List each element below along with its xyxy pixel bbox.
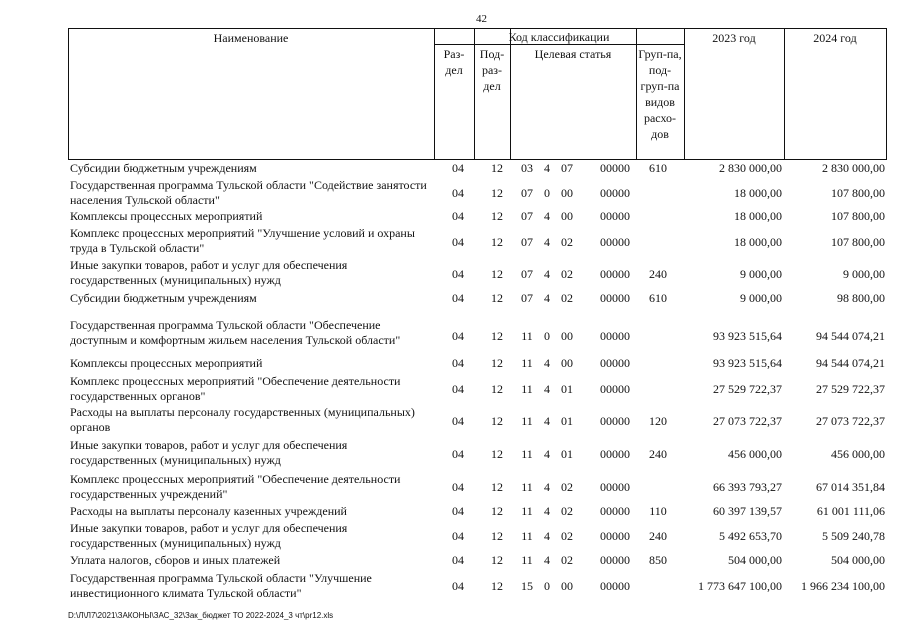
value-2024-cell: 98 800,00: [837, 291, 885, 305]
celevaya-1-cell: 11: [521, 414, 533, 428]
value-2024-cell: 456 000,00: [831, 447, 885, 461]
podrazdel-cell: 12: [491, 329, 503, 343]
table-row: [68, 553, 887, 569]
table-row: [68, 226, 887, 257]
celevaya-3-cell: 02: [561, 529, 573, 543]
celevaya-2-cell: 4: [544, 480, 550, 494]
podrazdel-cell: 12: [491, 356, 503, 370]
page-number: 42: [476, 13, 487, 25]
row-name: Расходы на выплаты персоналу казенных учреждений: [70, 504, 347, 518]
value-2024-cell: 9 000,00: [843, 267, 885, 281]
budget-table: [68, 28, 887, 600]
podrazdel-cell: 12: [491, 382, 503, 396]
celevaya-3-cell: 02: [561, 504, 573, 518]
podrazdel-cell: 12: [491, 291, 503, 305]
table-row: [68, 504, 887, 520]
celevaya-1-cell: 07: [521, 267, 533, 281]
value-2024-cell: 27 529 722,37: [816, 382, 885, 396]
celevaya-4-cell: 00000: [600, 382, 630, 396]
celevaya-4-cell: 00000: [600, 186, 630, 200]
celevaya-2-cell: 4: [544, 291, 550, 305]
row-name: Иные закупки товаров, работ и услуг для обеспечения государственных (муниципальных) нужд: [70, 258, 348, 287]
razdel-cell: 04: [452, 553, 464, 567]
value-2024-cell: 2 830 000,00: [822, 161, 885, 175]
row-name: Субсидии бюджетным учреждениям: [70, 291, 257, 305]
vid-cell: 240: [649, 447, 667, 461]
value-2023-cell: 18 000,00: [734, 209, 782, 223]
vid-cell: 610: [649, 291, 667, 305]
row-name: Уплата налогов, сборов и иных платежей: [70, 553, 281, 567]
table-row: [68, 521, 887, 551]
celevaya-3-cell: 00: [561, 579, 573, 593]
row-name: Государственная программа Тульской области "Обеспечение доступным и комфортным жильем населения Тульской области": [70, 318, 401, 347]
celevaya-4-cell: 00000: [600, 356, 630, 370]
razdel-cell: 04: [452, 235, 464, 249]
razdel-cell: 04: [452, 161, 464, 175]
razdel-cell: 04: [452, 267, 464, 281]
celevaya-2-cell: 4: [544, 356, 550, 370]
celevaya-1-cell: 07: [521, 209, 533, 223]
celevaya-3-cell: 02: [561, 235, 573, 249]
file-path-footer: D:\Л\Л7\2021\ЗАКОНЫ\ЗАС_32\Зак_бюджет ТО 2022-2024_3 чт\pr12.xls: [68, 611, 334, 620]
value-2023-cell: 27 073 722,37: [713, 414, 782, 428]
value-2023-cell: 2 830 000,00: [719, 161, 782, 175]
celevaya-1-cell: 07: [521, 235, 533, 249]
celevaya-1-cell: 11: [521, 382, 533, 396]
table-row: [68, 472, 887, 502]
celevaya-2-cell: 0: [544, 329, 550, 343]
razdel-cell: 04: [452, 382, 464, 396]
value-2024-cell: 107 800,00: [831, 209, 885, 223]
header-razdel: Раз-дел: [443, 47, 465, 77]
value-2024-cell: 107 800,00: [831, 186, 885, 200]
row-name: Иные закупки товаров, работ и услуг для обеспечения государственных (муниципальных) нужд: [70, 438, 348, 467]
podrazdel-cell: 12: [491, 529, 503, 543]
vid-cell: 610: [649, 161, 667, 175]
celevaya-2-cell: 4: [544, 504, 550, 518]
celevaya-3-cell: 02: [561, 553, 573, 567]
value-2023-cell: 60 397 139,57: [713, 504, 782, 518]
celevaya-2-cell: 4: [544, 209, 550, 223]
celevaya-4-cell: 00000: [600, 414, 630, 428]
celevaya-2-cell: 4: [544, 382, 550, 396]
celevaya-4-cell: 00000: [600, 447, 630, 461]
header-vid: Груп-па, под-груп-па видов расхо-дов: [638, 47, 682, 141]
podrazdel-cell: 12: [491, 235, 503, 249]
celevaya-1-cell: 07: [521, 186, 533, 200]
vid-cell: 120: [649, 414, 667, 428]
celevaya-1-cell: 07: [521, 291, 533, 305]
razdel-cell: 04: [452, 414, 464, 428]
header-name: Наименование: [213, 31, 289, 45]
celevaya-4-cell: 00000: [600, 291, 630, 305]
podrazdel-cell: 12: [491, 447, 503, 461]
table-row: [68, 258, 887, 290]
podrazdel-cell: 12: [491, 579, 503, 593]
celevaya-1-cell: 03: [521, 161, 533, 175]
celevaya-3-cell: 01: [561, 447, 573, 461]
celevaya-1-cell: 15: [521, 579, 533, 593]
value-2024-cell: 5 509 240,78: [822, 529, 885, 543]
table-row: [68, 318, 887, 354]
row-name: Комплексы процессных мероприятий: [70, 356, 263, 370]
value-2024-cell: 1 966 234 100,00: [801, 579, 885, 593]
vid-cell: 240: [649, 267, 667, 281]
celevaya-4-cell: 00000: [600, 235, 630, 249]
header-classification: Код классификации: [508, 30, 610, 44]
celevaya-1-cell: 11: [521, 329, 533, 343]
razdel-cell: 04: [452, 579, 464, 593]
table-header: [68, 28, 887, 160]
row-name: Иные закупки товаров, работ и услуг для обеспечения государственных (муниципальных) нужд: [70, 521, 348, 550]
value-2023-cell: 9 000,00: [740, 267, 782, 281]
table-row: [68, 161, 887, 177]
razdel-cell: 04: [452, 209, 464, 223]
table-row: [68, 405, 887, 437]
row-name: Комплекс процессных мероприятий "Обеспечение деятельности государственных органов": [70, 374, 401, 403]
row-name: Государственная программа Тульской области "Улучшение инвестиционного климата Тульской области": [70, 571, 372, 600]
celevaya-1-cell: 11: [521, 529, 533, 543]
celevaya-3-cell: 01: [561, 414, 573, 428]
value-2023-cell: 9 000,00: [740, 291, 782, 305]
celevaya-2-cell: 4: [544, 267, 550, 281]
value-2023-cell: 5 492 653,70: [719, 529, 782, 543]
row-name: Субсидии бюджетным учреждениям: [70, 161, 257, 175]
celevaya-3-cell: 00: [561, 209, 573, 223]
header-2024: 2024 год: [813, 31, 857, 45]
celevaya-2-cell: 4: [544, 235, 550, 249]
razdel-cell: 04: [452, 291, 464, 305]
podrazdel-cell: 12: [491, 480, 503, 494]
podrazdel-cell: 12: [491, 209, 503, 223]
celevaya-4-cell: 00000: [600, 267, 630, 281]
celevaya-1-cell: 11: [521, 480, 533, 494]
celevaya-4-cell: 00000: [600, 504, 630, 518]
razdel-cell: 04: [452, 480, 464, 494]
header-celevaya: Целевая статья: [534, 47, 612, 61]
celevaya-3-cell: 02: [561, 267, 573, 281]
table-row: [68, 374, 887, 404]
podrazdel-cell: 12: [491, 504, 503, 518]
razdel-cell: 04: [452, 504, 464, 518]
value-2023-cell: 93 923 515,64: [713, 329, 782, 343]
row-name: Комплекс процессных мероприятий "Улучшение условий и охраны труда в Тульской области": [70, 226, 415, 255]
celevaya-1-cell: 11: [521, 504, 533, 518]
celevaya-4-cell: 00000: [600, 209, 630, 223]
celevaya-3-cell: 00: [561, 329, 573, 343]
value-2023-cell: 456 000,00: [728, 447, 782, 461]
celevaya-3-cell: 00: [561, 186, 573, 200]
value-2024-cell: 27 073 722,37: [816, 414, 885, 428]
celevaya-4-cell: 00000: [600, 329, 630, 343]
value-2023-cell: 66 393 793,27: [713, 480, 782, 494]
vid-cell: 110: [649, 504, 667, 518]
razdel-cell: 04: [452, 529, 464, 543]
table-row: [68, 356, 887, 372]
value-2023-cell: 93 923 515,64: [713, 356, 782, 370]
celevaya-4-cell: 00000: [600, 579, 630, 593]
celevaya-4-cell: 00000: [600, 529, 630, 543]
celevaya-3-cell: 00: [561, 356, 573, 370]
table-row: [68, 438, 887, 470]
celevaya-4-cell: 00000: [600, 161, 630, 175]
row-name: Расходы на выплаты персоналу государственных (муниципальных) органов: [70, 405, 415, 434]
header-podrazdel: Под-раз-дел: [479, 47, 505, 93]
table-row: [68, 291, 887, 307]
value-2024-cell: 504 000,00: [831, 553, 885, 567]
podrazdel-cell: 12: [491, 267, 503, 281]
celevaya-1-cell: 11: [521, 356, 533, 370]
podrazdel-cell: 12: [491, 553, 503, 567]
podrazdel-cell: 12: [491, 414, 503, 428]
table-row: [68, 571, 887, 601]
value-2023-cell: 18 000,00: [734, 235, 782, 249]
celevaya-3-cell: 01: [561, 382, 573, 396]
celevaya-2-cell: 4: [544, 447, 550, 461]
table-row: [68, 178, 887, 208]
value-2024-cell: 61 001 111,06: [816, 504, 885, 518]
value-2024-cell: 94 544 074,21: [816, 329, 885, 343]
row-name: Комплексы процессных мероприятий: [70, 209, 263, 223]
value-2023-cell: 18 000,00: [734, 186, 782, 200]
celevaya-2-cell: 4: [544, 553, 550, 567]
celevaya-2-cell: 4: [544, 414, 550, 428]
celevaya-3-cell: 07: [561, 161, 573, 175]
value-2024-cell: 94 544 074,21: [816, 356, 885, 370]
razdel-cell: 04: [452, 329, 464, 343]
header-2023: 2023 год: [712, 31, 756, 45]
vid-cell: 240: [649, 529, 667, 543]
vid-cell: 850: [649, 553, 667, 567]
value-2023-cell: 504 000,00: [728, 553, 782, 567]
row-name: Государственная программа Тульской области "Содействие занятости населения Тульской области": [70, 178, 427, 207]
celevaya-1-cell: 11: [521, 553, 533, 567]
value-2023-cell: 1 773 647 100,00: [698, 579, 782, 593]
podrazdel-cell: 12: [491, 186, 503, 200]
celevaya-3-cell: 02: [561, 291, 573, 305]
table-row: [68, 209, 887, 225]
celevaya-3-cell: 02: [561, 480, 573, 494]
celevaya-2-cell: 0: [544, 579, 550, 593]
celevaya-1-cell: 11: [521, 447, 533, 461]
row-name: Комплекс процессных мероприятий "Обеспечение деятельности государственных учреждений": [70, 472, 401, 501]
value-2023-cell: 27 529 722,37: [713, 382, 782, 396]
razdel-cell: 04: [452, 356, 464, 370]
podrazdel-cell: 12: [491, 161, 503, 175]
celevaya-2-cell: 4: [544, 529, 550, 543]
celevaya-2-cell: 4: [544, 161, 550, 175]
razdel-cell: 04: [452, 447, 464, 461]
celevaya-4-cell: 00000: [600, 553, 630, 567]
razdel-cell: 04: [452, 186, 464, 200]
celevaya-4-cell: 00000: [600, 480, 630, 494]
value-2024-cell: 107 800,00: [831, 235, 885, 249]
celevaya-2-cell: 0: [544, 186, 550, 200]
value-2024-cell: 67 014 351,84: [816, 480, 885, 494]
